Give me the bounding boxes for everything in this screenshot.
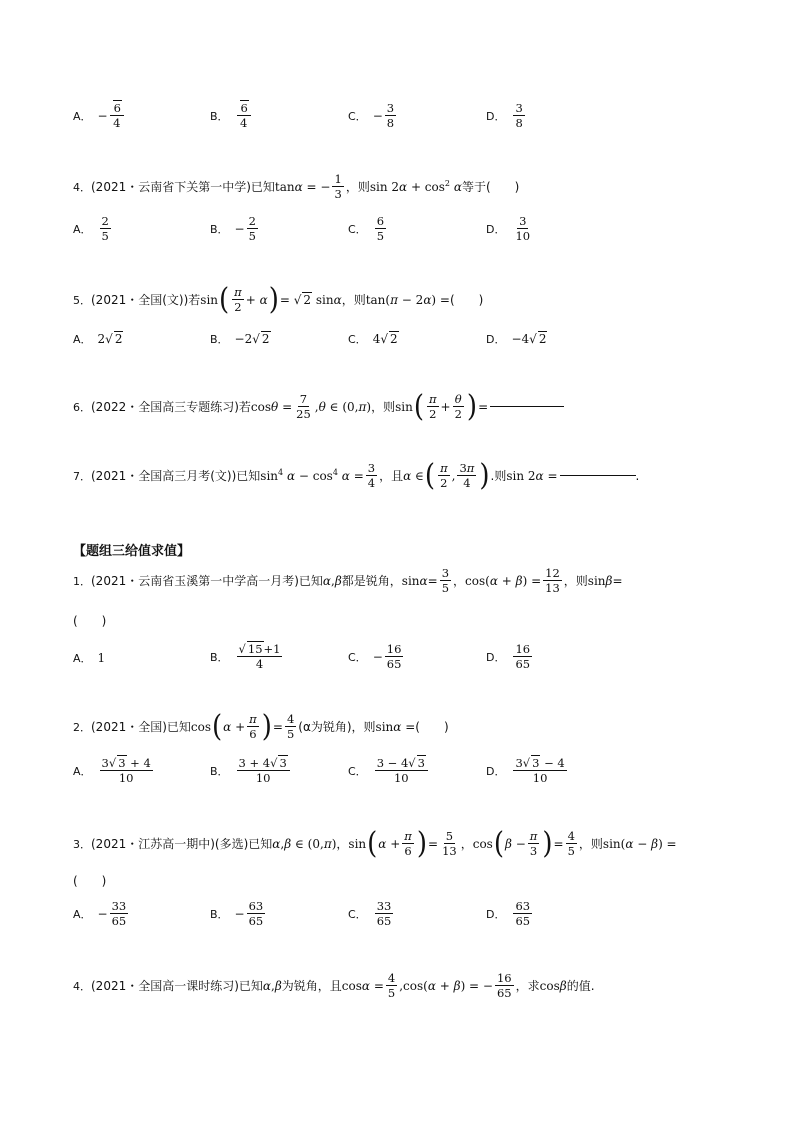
fraction: $\frac{16}{65}$ (496, 971, 512, 1001)
prev-option-c: C． − $\frac{3}{8}$ (348, 101, 395, 131)
question-4: 4． (2021・云南省下关第一中学)已知 tanα = − $\frac{1}{3}$ ，则 $\sin 2\alpha + \cos^2 \alpha$ 等于( ) (73, 172, 520, 202)
g3-question-1: 1． (2021・云南省玉溪第一中学高一月考)已知 α,β 都是锐角， sinα= $\frac{3}{5}$ ， cos(α + β) = $\frac{12}{13}$ ，则 sinβ= (73, 566, 623, 596)
g3-q2-option-a (73, 757, 155, 784)
option-label: D． (486, 907, 506, 921)
fraction: $\frac{4}{5}$ (286, 712, 295, 742)
q5-option-c: C． 4√ 2 (348, 332, 398, 346)
question-text: ， (453, 574, 466, 589)
question-number: 3． (73, 837, 91, 851)
question-text: ，则 (563, 574, 588, 589)
question-number: 1． (73, 574, 91, 588)
question-text: .则 (490, 469, 507, 484)
fraction: $\frac{2}{5}$ (101, 214, 109, 244)
q5-option-d: D． −4√ 2 (486, 332, 547, 346)
fraction: $\frac{5}{13}$ (442, 829, 457, 859)
fraction: $\frac{33}{65}$ (111, 899, 127, 929)
question-text: . (635, 468, 640, 483)
option-label: A． (73, 907, 92, 921)
g3-q1-option-a: A． 1 (73, 651, 106, 665)
g3-q3-bracket (73, 872, 106, 889)
fraction: $\frac{\pi}{2}$ (440, 461, 448, 491)
question-6: 6． (2022・全国高三专题练习)若 cosθ = $\frac{7}{25}$ ,θ ∈ (0,π) ，则 sin ( $\frac{\pi}{2}$ + $\frac{\theta}{2}$ ) = (73, 393, 564, 420)
fraction: $\frac{3}{8}$ (386, 101, 395, 131)
g3-q1-option-c: C． − $\frac{16}{65}$ (348, 642, 402, 672)
option-label: B． (210, 333, 229, 346)
option-label: B． (210, 907, 229, 921)
fraction: $\frac{2}{5}$ (248, 214, 256, 244)
g3-q1-option-b (210, 643, 284, 670)
g3-q3-option-b: B． − $\frac{63}{65}$ (210, 899, 264, 929)
g3-question-2: 2． (2021・全国)已知 cos ( α + $\frac{\pi}{6}$ ) = $\frac{4}{5}$ (α为锐角)，则 sinα = ( ) (73, 709, 449, 744)
section-title: 【题组三给值求值】 (73, 544, 191, 559)
question-source: (2021・全国高三月考(文))已知 (91, 469, 261, 484)
question-text: ， (336, 837, 349, 852)
question-source: (2021・云南省下关第一中学)已知 (91, 180, 275, 195)
question-7: 7． (2021・全国高三月考(文))已知 $\sin^4 \alpha - \cos^4 \alpha$ = $\frac{3}{4}$ ，且 α ∈ ( $\frac{\pi}{2}$ , $\frac{3\pi}{4}$ ) .则 sin 2α = . (73, 458, 640, 493)
answer-bracket: ( ) (415, 720, 449, 735)
question-text: ，则 (345, 180, 370, 195)
option-label: C． (348, 109, 367, 123)
fraction: $\frac{\pi}{2}$ (428, 392, 437, 422)
fraction: $\frac{33}{65}$ (376, 899, 392, 929)
fraction: $\frac{16}{65}$ (386, 642, 402, 672)
fraction: $\frac{4}{5}$ (567, 829, 575, 859)
fraction: $\frac{3√ 3 + 4}{10}$ (101, 756, 151, 786)
fraction: $\frac{√ 15+1}{4}$ (238, 642, 281, 672)
option-label: B． (210, 109, 229, 123)
g3-q2-option-d (486, 757, 569, 784)
option-label: C． (348, 764, 367, 778)
fraction: $\frac{3 - 4√ 3}{10}$ (375, 757, 428, 784)
question-number: 7． (73, 469, 91, 483)
option-label: D． (486, 333, 506, 346)
g3-q3-option-d (486, 900, 534, 927)
question-text: ，则 (371, 400, 396, 415)
question-text: 为锐角，且 (281, 979, 342, 994)
question-number: 5． (73, 293, 91, 307)
option-label: C． (348, 333, 367, 346)
fraction: $\frac{3\pi}{4}$ (459, 461, 475, 491)
question-text: ，且 (379, 469, 404, 484)
option-label: B． (210, 222, 229, 236)
q4-option-d (486, 215, 534, 242)
g3-q1-bracket (73, 612, 106, 629)
question-text: ，则 (341, 293, 366, 308)
g3-question-4: 4． (2021・全国高一课时练习)已知 α,β 为锐角，且 cosα = $\frac{4}{5}$ ,cos(α + β) = − $\frac{16}{65}$ ，求 cosβ 的值. (73, 971, 595, 1001)
g3-question-3: 3． (2021・江苏高一期中)(多选)已知 α,β ∈ (0,π) ， sin ( α + $\frac{\pi}{6}$ ) = $\frac{5}{13}$ ， cos ( β − $\frac{\pi}{3}$ ) = $\frac{4}{5}$ ，则 sin(α − β) = (73, 826, 677, 861)
g3-q3-option-a: A． − $\frac{33}{65}$ (73, 899, 127, 929)
q4-option-b: B． − $\frac{2}{5}$ (210, 214, 256, 244)
fraction: $\frac{\pi}{3}$ (529, 829, 538, 859)
question-source: (2021・江苏高一期中)(多选)已知 (91, 837, 273, 852)
fraction: $\frac{16}{65}$ (515, 642, 531, 672)
question-source: (2022・全国高三专题练习)若 (91, 400, 251, 415)
fraction: $\frac{\theta}{2}$ (454, 392, 462, 422)
fraction: $\frac{\pi}{6}$ (404, 829, 412, 859)
fraction: $\frac{63}{65}$ (248, 899, 264, 929)
option-label: D． (486, 109, 506, 123)
option-label: C． (348, 907, 367, 921)
question-number: 6． (73, 400, 91, 414)
prev-option-a: A． − $\frac{6}{4}$ (73, 102, 126, 129)
question-number: 4． (73, 979, 91, 993)
question-text: ( ) (449, 293, 484, 308)
question-text: 的值. (566, 979, 595, 994)
question-text: (α为锐角)，则 (298, 720, 376, 735)
q4-option-c (348, 215, 388, 242)
q5-option-a: A． 2√ 2 (73, 332, 123, 346)
fraction: $\frac{12}{13}$ (545, 566, 560, 596)
fraction: $\frac{7}{25}$ (296, 392, 311, 422)
question-text: 都是锐角， (341, 574, 402, 589)
fraction: $\frac{1}{3}$ (334, 172, 342, 202)
option-label: A． (73, 333, 92, 346)
question-source: (2021・全国(文))若 (91, 293, 201, 308)
prev-option-b (210, 102, 253, 129)
g3-q2-option-c (348, 757, 430, 784)
g3-q1-option-d (486, 643, 534, 670)
option-label: A． (73, 764, 92, 778)
fraction: $\frac{3}{5}$ (441, 566, 450, 596)
fraction: $\frac{6}{5}$ (376, 214, 385, 244)
q4-option-a (73, 215, 113, 242)
option-label: B． (210, 764, 229, 778)
question-5: 5． (2021・全国(文))若 sin ( $\frac{\pi}{2}$ + α ) = √ 2 sinα ，则 tan(π − 2α) = ( ) (73, 282, 484, 317)
answer-blank[interactable] (560, 475, 636, 476)
answer-bracket: ( ) (73, 614, 107, 628)
fraction: $\frac{4}{5}$ (387, 971, 396, 1001)
fraction: $\frac{3}{8}$ (515, 101, 523, 131)
question-number: 2． (73, 720, 91, 734)
option-label: D． (486, 222, 506, 236)
question-number: 4． (73, 180, 91, 194)
question-text: 等于( ) (461, 180, 520, 195)
question-text: ，则 (578, 837, 603, 852)
question-source: (2021・全国)已知 (91, 720, 191, 735)
fraction: $\frac{3√ 3 - 4}{10}$ (515, 756, 565, 786)
question-source: (2021・全国高一课时练习)已知 (91, 979, 263, 994)
prev-option-d (486, 102, 527, 129)
option-label: A． (73, 652, 92, 665)
option-label: D． (486, 650, 506, 664)
fraction: $\frac{\pi}{6}$ (249, 712, 257, 742)
g3-q2-option-b (210, 757, 292, 784)
question-text: ，求 (515, 979, 540, 994)
fraction: $\frac{3}{10}$ (515, 214, 531, 244)
option-label: A． (73, 222, 92, 236)
fraction: $\frac{63}{65}$ (515, 899, 531, 929)
fraction: $\frac{6}{4}$ (237, 102, 251, 129)
option-label: C． (348, 650, 367, 664)
fraction: $\frac{\pi}{2}$ (234, 285, 242, 315)
question-text: ， (460, 837, 473, 852)
q5-option-b: B． −2√ 2 (210, 332, 270, 346)
option-label: C． (348, 222, 367, 236)
option-label: A． (73, 109, 92, 123)
fraction: $\frac{3 + 4√ 3}{10}$ (237, 757, 290, 784)
g3-q3-option-c (348, 900, 395, 927)
option-label: B． (210, 650, 229, 664)
fraction: $\frac{6}{4}$ (110, 102, 124, 129)
question-source: (2021・云南省玉溪第一中学高一月考)已知 (91, 574, 323, 589)
answer-bracket: ( ) (73, 874, 107, 888)
option-label: D． (486, 764, 506, 778)
answer-blank[interactable] (490, 406, 564, 407)
fraction: $\frac{3}{4}$ (367, 461, 376, 491)
